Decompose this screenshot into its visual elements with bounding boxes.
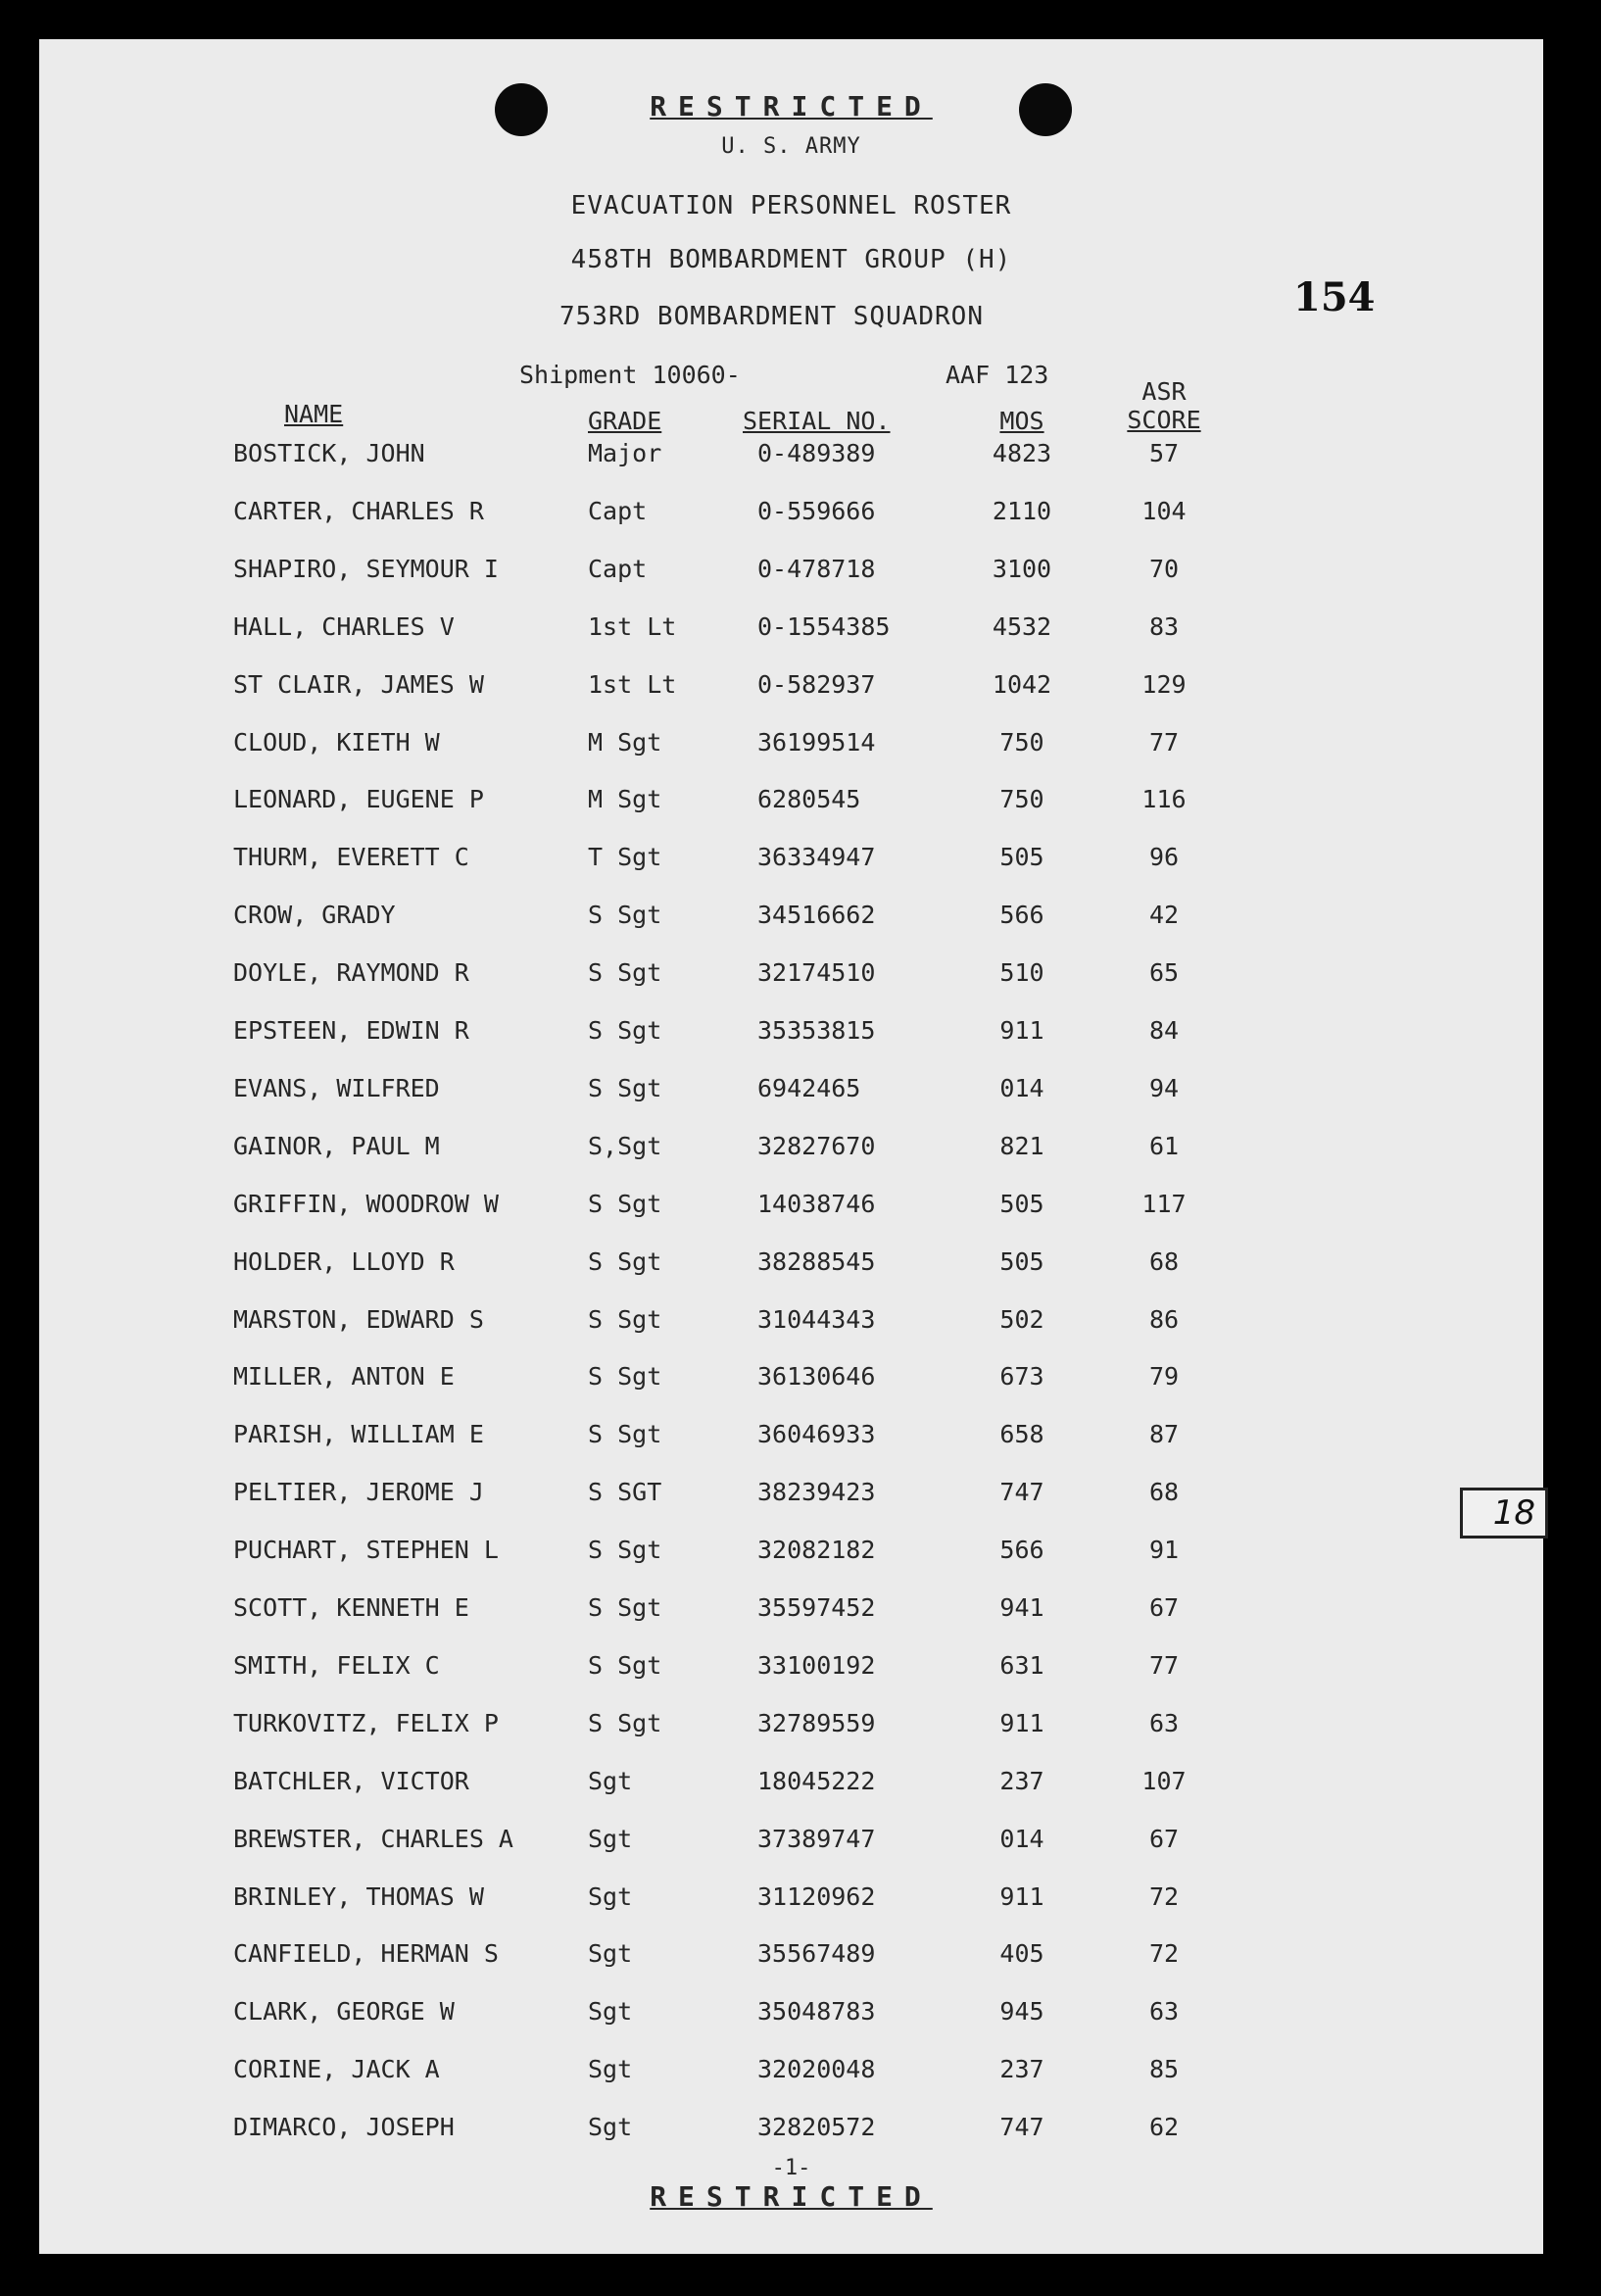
cell-score: 77 — [1148, 727, 1180, 757]
cell-score: 104 — [1141, 496, 1187, 525]
cell-mos: 566 — [999, 901, 1044, 930]
cell-name: BOSTICK, JOHN — [233, 439, 425, 467]
page-number-stamp: 154 — [1293, 274, 1376, 320]
cell-mos: 747 — [999, 2113, 1044, 2142]
cell-grade: S Sgt — [588, 1073, 662, 1102]
table-row — [39, 901, 1543, 940]
cell-serial: 38239423 — [757, 1478, 876, 1507]
cell-mos: 4823 — [992, 439, 1052, 467]
cell-serial: 35353815 — [757, 1016, 876, 1045]
footer-page-number: -1- — [771, 2156, 811, 2180]
cell-name: SMITH, FELIX C — [233, 1650, 440, 1680]
cell-mos: 941 — [999, 1593, 1044, 1622]
cell-mos: 502 — [999, 1304, 1044, 1334]
table-row — [39, 1709, 1543, 1748]
cell-name: PUCHART, STEPHEN L — [233, 1536, 499, 1565]
table-row — [39, 785, 1543, 824]
cell-name: DIMARCO, JOSEPH — [233, 2113, 455, 2142]
header-restricted — [39, 90, 1543, 122]
cell-serial: 6942465 — [757, 1073, 861, 1102]
cell-score: 61 — [1148, 1131, 1180, 1160]
cell-grade: S Sgt — [588, 1246, 662, 1276]
cell-serial: 36046933 — [757, 1420, 876, 1449]
cell-serial: 32020048 — [757, 2055, 876, 2084]
cell-serial: 38288545 — [757, 1246, 876, 1276]
cell-grade: S Sgt — [588, 901, 662, 930]
cell-serial: 0-478718 — [757, 554, 876, 583]
cell-mos: 237 — [999, 2055, 1044, 2084]
cell-score: 84 — [1148, 1016, 1180, 1045]
cell-grade: Sgt — [588, 1997, 633, 2027]
cell-serial: 32827670 — [757, 1131, 876, 1160]
table-row — [39, 1882, 1543, 1922]
cell-score: 57 — [1148, 439, 1180, 467]
cell-mos: 1042 — [992, 669, 1052, 699]
table-row — [39, 1190, 1543, 1229]
table-row — [39, 958, 1543, 998]
cell-grade: S Sgt — [588, 1650, 662, 1680]
cell-score: 62 — [1148, 2113, 1180, 2142]
cell-score: 72 — [1148, 1881, 1180, 1911]
cell-score: 116 — [1141, 785, 1187, 814]
cell-grade: 1st Lt — [588, 611, 677, 641]
cell-grade: T Sgt — [588, 843, 662, 872]
cell-grade: 1st Lt — [588, 669, 677, 699]
cell-serial: 37389747 — [757, 1824, 876, 1853]
col-header-grade — [588, 407, 661, 435]
cell-serial: 14038746 — [757, 1189, 876, 1218]
cell-mos: 658 — [999, 1420, 1044, 1449]
header-army: U. S. ARMY — [721, 134, 861, 159]
cell-score: 96 — [1148, 843, 1180, 872]
cell-score: 77 — [1148, 1650, 1180, 1680]
cell-grade: Capt — [588, 496, 648, 525]
cell-serial: 18045222 — [757, 1766, 876, 1795]
cell-score: 63 — [1148, 1997, 1180, 2027]
cell-mos: 014 — [999, 1824, 1044, 1853]
cell-mos: 911 — [999, 1016, 1044, 1045]
cell-score: 67 — [1148, 1593, 1180, 1622]
col-header-name — [284, 400, 343, 428]
cell-score: 79 — [1148, 1362, 1180, 1392]
cell-mos: 945 — [999, 1997, 1044, 2027]
cell-name: CROW, GRADY — [233, 901, 396, 930]
table-row — [39, 612, 1543, 652]
cell-score: 91 — [1148, 1536, 1180, 1565]
aaf-number: AAF 123 — [946, 361, 1049, 389]
cell-score: 68 — [1148, 1246, 1180, 1276]
footer-restricted — [39, 2180, 1543, 2213]
cell-mos: 2110 — [992, 496, 1052, 525]
cell-grade: S Sgt — [588, 1593, 662, 1622]
cell-name: BREWSTER, CHARLES A — [233, 1824, 513, 1853]
cell-mos: 510 — [999, 958, 1044, 988]
cell-grade: Major — [588, 439, 662, 467]
cell-serial: 36334947 — [757, 843, 876, 872]
cell-name: MARSTON, EDWARD S — [233, 1304, 484, 1334]
cell-name: DOYLE, RAYMOND R — [233, 958, 469, 988]
col-serial-label: SERIAL NO. — [743, 407, 891, 435]
cell-grade: S Sgt — [588, 1016, 662, 1045]
table-row — [39, 1651, 1543, 1690]
cell-name: HALL, CHARLES V — [233, 611, 455, 641]
col-header-serial — [743, 407, 891, 435]
col-asr-label: ASR — [1141, 377, 1187, 406]
cell-score: 85 — [1148, 2055, 1180, 2084]
table-row — [39, 439, 1543, 478]
cell-serial: 0-559666 — [757, 496, 876, 525]
cell-name: GRIFFIN, WOODROW W — [233, 1189, 499, 1218]
cell-mos: 237 — [999, 1766, 1044, 1795]
cell-serial: 36199514 — [757, 727, 876, 757]
cell-serial: 6280545 — [757, 785, 861, 814]
cell-serial: 32789559 — [757, 1708, 876, 1737]
cell-name: PARISH, WILLIAM E — [233, 1420, 484, 1449]
cell-score: 117 — [1141, 1189, 1187, 1218]
table-row — [39, 1132, 1543, 1171]
restricted-stamp-bottom: RESTRICTED — [650, 2180, 933, 2213]
table-row — [39, 670, 1543, 709]
cell-name: GAINOR, PAUL M — [233, 1131, 440, 1160]
cell-score: 67 — [1148, 1824, 1180, 1853]
cell-name: BATCHLER, VICTOR — [233, 1766, 469, 1795]
cell-name: EVANS, WILFRED — [233, 1073, 440, 1102]
cell-grade: S Sgt — [588, 1189, 662, 1218]
cell-score: 94 — [1148, 1073, 1180, 1102]
cell-grade: Capt — [588, 554, 648, 583]
cell-serial: 0-582937 — [757, 669, 876, 699]
cell-score: 83 — [1148, 611, 1180, 641]
cell-name: HOLDER, LLOYD R — [233, 1246, 455, 1276]
cell-mos: 505 — [999, 1246, 1044, 1276]
cell-grade: S Sgt — [588, 1708, 662, 1737]
cell-serial: 35597452 — [757, 1593, 876, 1622]
restricted-stamp-top: RESTRICTED — [650, 90, 933, 122]
cell-grade: S Sgt — [588, 1362, 662, 1392]
cell-mos: 750 — [999, 727, 1044, 757]
table-row — [39, 1305, 1543, 1344]
cell-score: 68 — [1148, 1478, 1180, 1507]
cell-serial: 32082182 — [757, 1536, 876, 1565]
roster-page — [39, 39, 1543, 2254]
cell-grade: Sgt — [588, 1766, 633, 1795]
cell-mos: 566 — [999, 1536, 1044, 1565]
cell-grade: S Sgt — [588, 958, 662, 988]
cell-score: 87 — [1148, 1420, 1180, 1449]
cell-mos: 673 — [999, 1362, 1044, 1392]
cell-score: 70 — [1148, 554, 1180, 583]
cell-grade: Sgt — [588, 2113, 633, 2142]
cell-mos: 505 — [999, 1189, 1044, 1218]
table-row — [39, 497, 1543, 536]
col-header-asr-score — [1110, 377, 1218, 434]
cell-name: BRINLEY, THOMAS W — [233, 1881, 484, 1911]
cell-name: CARTER, CHARLES R — [233, 496, 484, 525]
table-row — [39, 843, 1543, 882]
cell-name: ST CLAIR, JAMES W — [233, 669, 484, 699]
cell-mos: 747 — [999, 1478, 1044, 1507]
cell-score: 63 — [1148, 1708, 1180, 1737]
cell-grade: M Sgt — [588, 727, 662, 757]
cell-name: LEONARD, EUGENE P — [233, 785, 484, 814]
cell-score: 107 — [1141, 1766, 1187, 1795]
cell-name: CLOUD, KIETH W — [233, 727, 440, 757]
table-row — [39, 1074, 1543, 1113]
group-title: 458TH BOMBARDMENT GROUP (H) — [570, 245, 1012, 274]
table-row — [39, 1247, 1543, 1287]
table-row — [39, 2055, 1543, 2094]
cell-name: PELTIER, JEROME J — [233, 1478, 484, 1507]
cell-serial: 35048783 — [757, 1997, 876, 2027]
shipment-number: Shipment 10060- — [519, 361, 741, 389]
cell-grade: Sgt — [588, 1824, 633, 1853]
cell-serial: 34516662 — [757, 901, 876, 930]
cell-score: 72 — [1148, 1939, 1180, 1969]
table-row — [39, 1939, 1543, 1978]
cell-serial: 0-489389 — [757, 439, 876, 467]
cell-serial: 36130646 — [757, 1362, 876, 1392]
cell-mos: 4532 — [992, 611, 1052, 641]
table-row — [39, 2113, 1543, 2152]
cell-mos: 750 — [999, 785, 1044, 814]
col-name-label: NAME — [284, 400, 344, 428]
cell-grade: S Sgt — [588, 1304, 662, 1334]
col-mos-label: MOS — [999, 407, 1044, 435]
cell-mos: 3100 — [992, 554, 1052, 583]
cell-name: TURKOVITZ, FELIX P — [233, 1708, 499, 1737]
cell-serial: 35567489 — [757, 1939, 876, 1969]
cell-score: 42 — [1148, 901, 1180, 930]
file-tab-marker: 18 — [1460, 1488, 1548, 1539]
table-row — [39, 1362, 1543, 1401]
cell-mos: 014 — [999, 1073, 1044, 1102]
cell-serial: 32820572 — [757, 2113, 876, 2142]
cell-serial: 31120962 — [757, 1881, 876, 1911]
col-score-label: SCORE — [1127, 406, 1201, 434]
cell-serial: 32174510 — [757, 958, 876, 988]
table-row — [39, 1997, 1543, 2036]
cell-serial: 33100192 — [757, 1650, 876, 1680]
cell-grade: Sgt — [588, 1939, 633, 1969]
cell-name: CANFIELD, HERMAN S — [233, 1939, 499, 1969]
table-row — [39, 1536, 1543, 1575]
roster-title: EVACUATION PERSONNEL ROSTER — [570, 191, 1012, 220]
col-header-mos — [968, 407, 1076, 435]
cell-grade: Sgt — [588, 2055, 633, 2084]
cell-mos: 405 — [999, 1939, 1044, 1969]
table-row — [39, 555, 1543, 594]
cell-grade: S Sgt — [588, 1536, 662, 1565]
cell-mos: 505 — [999, 843, 1044, 872]
cell-grade: M Sgt — [588, 785, 662, 814]
squadron-title: 753RD BOMBARDMENT SQUADRON — [559, 302, 984, 331]
cell-mos: 911 — [999, 1881, 1044, 1911]
table-row — [39, 1767, 1543, 1806]
cell-name: EPSTEEN, EDWIN R — [233, 1016, 469, 1045]
table-row — [39, 1478, 1543, 1517]
cell-mos: 631 — [999, 1650, 1044, 1680]
table-row — [39, 1420, 1543, 1459]
cell-score: 86 — [1148, 1304, 1180, 1334]
table-row — [39, 1825, 1543, 1864]
cell-grade: Sgt — [588, 1881, 633, 1911]
cell-mos: 911 — [999, 1708, 1044, 1737]
cell-grade: S Sgt — [588, 1420, 662, 1449]
cell-name: SCOTT, KENNETH E — [233, 1593, 469, 1622]
table-row — [39, 1593, 1543, 1633]
cell-mos: 821 — [999, 1131, 1044, 1160]
cell-name: SHAPIRO, SEYMOUR I — [233, 554, 499, 583]
table-row — [39, 1016, 1543, 1055]
cell-serial: 31044343 — [757, 1304, 876, 1334]
table-row — [39, 728, 1543, 767]
cell-grade: S,Sgt — [588, 1131, 662, 1160]
cell-name: THURM, EVERETT C — [233, 843, 469, 872]
cell-score: 129 — [1141, 669, 1187, 699]
cell-name: CORINE, JACK A — [233, 2055, 440, 2084]
col-grade-label: GRADE — [588, 407, 662, 435]
cell-serial: 0-1554385 — [757, 611, 891, 641]
cell-grade: S SGT — [588, 1478, 662, 1507]
cell-score: 65 — [1148, 958, 1180, 988]
cell-name: MILLER, ANTON E — [233, 1362, 455, 1392]
cell-name: CLARK, GEORGE W — [233, 1997, 455, 2027]
